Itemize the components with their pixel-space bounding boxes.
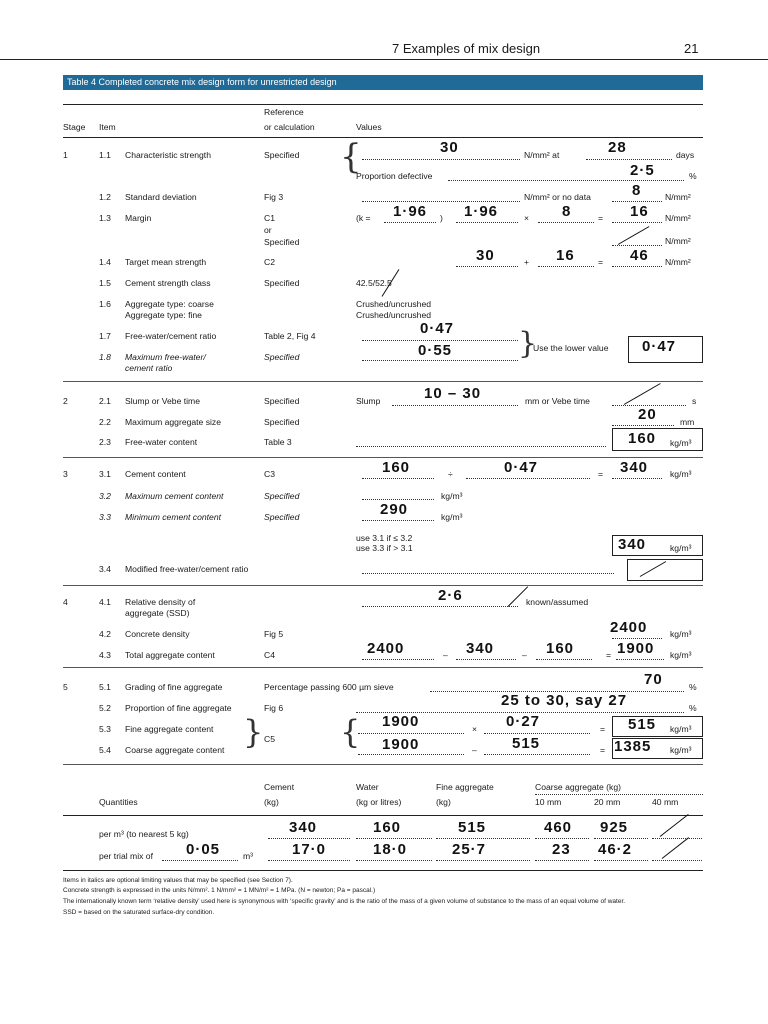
qty-coarse-10: 10 mm (535, 797, 562, 807)
handwritten-value: 1·96 (393, 203, 428, 220)
item-num: 1.5 (99, 278, 111, 288)
item-num: 2.3 (99, 437, 111, 447)
handwritten-value: 160 (382, 459, 411, 476)
qty-cement-unit: (kg) (264, 797, 279, 807)
handwritten-value: 1900 (382, 713, 420, 730)
unit: days (676, 150, 695, 160)
unit: mm or Vebe time (525, 396, 590, 406)
rule-note: use 3.3 if > 3.1 (356, 543, 413, 553)
col-stage: Stage (63, 122, 86, 132)
unit: N/mm² (665, 236, 691, 246)
reference: Table 2, Fig 4 (264, 331, 316, 341)
reference: C1 (264, 213, 275, 223)
strike-mark (660, 814, 689, 837)
fill-line (362, 499, 434, 500)
col-values: Values (356, 122, 382, 132)
item-num: 1.1 (99, 150, 111, 160)
unit: kg/m³ (670, 650, 692, 660)
item-num: 3.2 (99, 491, 111, 501)
handwritten-value: 30 (440, 139, 459, 156)
unit: kg/m³ (670, 724, 692, 734)
fill-line (456, 222, 518, 223)
trial-fine: 25·7 (452, 841, 487, 858)
strike-mark (618, 226, 650, 245)
header-top-rule (63, 104, 703, 105)
m3-water: 160 (373, 819, 402, 836)
known-assumed: known/assumed (526, 597, 589, 607)
brace: } (518, 326, 538, 361)
per-m3-label: per m³ (to nearest 5 kg) (99, 829, 189, 839)
slump-label: Slump (356, 396, 381, 406)
footnote: The internationally known term ‘relative density’ used here is synonymous with ‘specific gravity’ and is the ratio of the mass of a given volume of substance to the mass of an equal volume of water. (63, 898, 626, 905)
handwritten-value: 1900 (617, 640, 655, 657)
chapter-title: 7 Examples of mix design (392, 41, 541, 56)
header-bottom-rule (63, 137, 703, 138)
reference: Specified (264, 278, 300, 288)
unit: mm (680, 417, 695, 427)
item-num: 3.4 (99, 564, 111, 574)
handwritten-value: 160 (628, 430, 657, 447)
item-label: Minimum cement content (125, 512, 221, 522)
fill-line (362, 478, 434, 479)
item-label: Concrete density (125, 629, 190, 639)
operator: + (524, 257, 530, 267)
handwritten-value: 1900 (382, 736, 420, 753)
reference: Fig 6 (264, 703, 284, 713)
item-num: 5.4 (99, 745, 111, 755)
item-label: Modified free-water/cement ratio (125, 564, 249, 574)
qty-coarse-header: Coarse aggregate (kg) (535, 782, 621, 792)
m3-fine: 515 (458, 819, 487, 836)
stage-5: 5 (63, 682, 68, 692)
unit: % (689, 171, 697, 181)
operator: = (600, 724, 606, 734)
strike-mark (624, 383, 661, 405)
footnote: SSD = based on the saturated surface-dry condition. (63, 909, 215, 916)
reference: C5 (264, 734, 275, 744)
operator: ÷ (448, 469, 453, 479)
item-label: Total aggregate content (125, 650, 215, 660)
unit: s (692, 396, 697, 406)
handwritten-value: 8 (632, 182, 642, 199)
fill-line (612, 425, 674, 426)
col-reference: Reference (264, 107, 304, 117)
handwritten-value: 2·6 (438, 587, 463, 604)
item-label: Grading of fine aggregate (125, 682, 223, 692)
operator: – (472, 745, 477, 755)
handwritten-value: 16 (630, 203, 649, 220)
fill-line (356, 838, 432, 839)
fill-line (535, 794, 703, 795)
aggregate-type: Crushed/uncrushed (356, 299, 432, 309)
item-label: Slump or Vebe time (125, 396, 200, 406)
reference: Specified (264, 512, 300, 522)
brace: } (243, 713, 264, 751)
item-num: 5.2 (99, 703, 111, 713)
paren: ) (440, 213, 443, 223)
unit: kg/m³ (670, 543, 692, 553)
item-num: 5.1 (99, 682, 111, 692)
strike-mark (662, 837, 689, 859)
item-label: Characteristic strength (125, 150, 211, 160)
table-bottom-rule (63, 870, 703, 871)
handwritten-value: 1385 (614, 738, 652, 755)
fill-line (586, 159, 672, 160)
handwritten-value: 2400 (610, 619, 648, 636)
stage-divider (63, 764, 703, 765)
fill-line (484, 754, 590, 755)
item-label: Standard deviation (125, 192, 197, 202)
item-label: Relative density of (125, 597, 196, 607)
operator: = (598, 213, 604, 223)
brace: { (340, 713, 361, 751)
fill-line (362, 520, 434, 521)
qty-fine-header: Fine aggregate (436, 782, 494, 792)
unit: N/mm² at (524, 150, 560, 160)
handwritten-value: 515 (628, 716, 657, 733)
cement-class: 42.5/52.5 (356, 278, 392, 288)
reference: Specified (264, 396, 300, 406)
fill-line (362, 201, 520, 202)
fill-line (162, 860, 238, 861)
qty-water-header: Water (356, 782, 379, 792)
fill-line (612, 638, 662, 639)
reference: Specified (264, 491, 300, 501)
handwritten-value: 290 (380, 501, 409, 518)
handwritten-value: 340 (466, 640, 495, 657)
per-trial-label: per trial mix of (99, 851, 153, 861)
fill-line (392, 405, 518, 406)
fill-line (466, 478, 590, 479)
unit: N/mm² (665, 192, 691, 202)
unit: kg/m³ (670, 745, 692, 755)
fill-line (356, 446, 606, 447)
qty-coarse-40: 40 mm (652, 797, 679, 807)
k-label: (k = (356, 213, 371, 223)
lower-value-note: Use the lower value (533, 343, 609, 353)
quantities-rule (63, 815, 703, 816)
stage-4: 4 (63, 597, 68, 607)
item-label: Coarse aggregate content (125, 745, 225, 755)
footnote: Items in italics are optional limiting values that may be specified (see Section 7). (63, 877, 293, 884)
operator: – (522, 650, 527, 660)
fill-line (612, 478, 662, 479)
reference: Specified (264, 237, 300, 247)
reference: Fig 3 (264, 192, 284, 202)
fill-line (612, 201, 662, 202)
fill-line (484, 733, 590, 734)
qty-fine-unit: (kg) (436, 797, 451, 807)
unit: N/mm² (665, 257, 691, 267)
fill-line (268, 860, 350, 861)
item-num: 1.7 (99, 331, 111, 341)
trial-water: 18·0 (373, 841, 408, 858)
handwritten-value: 1·96 (464, 203, 499, 220)
fill-line (436, 860, 530, 861)
quantities-label: Quantities (99, 797, 138, 807)
stage-1: 1 (63, 150, 68, 160)
item-num: 2.2 (99, 417, 111, 427)
unit: N/mm² (665, 213, 691, 223)
handwritten-value: 20 (638, 406, 657, 423)
item-num: 4.3 (99, 650, 111, 660)
fill-line (652, 838, 702, 839)
header-rule (0, 59, 768, 60)
stage-divider (63, 667, 703, 668)
reference: Specified (264, 352, 300, 362)
unit: kg/m³ (670, 438, 692, 448)
fill-line (436, 838, 530, 839)
fill-line (535, 860, 589, 861)
footnote: Concrete strength is expressed in the units N/mm². 1 N/mm² = 1 MN/m² = 1 MPa. (N = newton; Pa = pascal.) (63, 887, 376, 894)
item-num: 5.3 (99, 724, 111, 734)
unit: kg/m³ (441, 512, 463, 522)
handwritten-value: 2400 (367, 640, 405, 657)
fill-line (362, 159, 520, 160)
handwritten-value: 0·55 (418, 342, 453, 359)
item-label: Maximum aggregate size (125, 417, 222, 427)
item-num: 1.8 (99, 352, 111, 362)
handwritten-value: 70 (644, 671, 663, 688)
item-label: Target mean strength (125, 257, 207, 267)
m3-coarse-10: 460 (544, 819, 573, 836)
fill-line (358, 733, 464, 734)
fill-line (384, 222, 436, 223)
item-num: 1.6 (99, 299, 111, 309)
fill-line (612, 222, 662, 223)
item-num: 4.1 (99, 597, 111, 607)
item-label: cement ratio (125, 363, 173, 373)
m3-coarse-20: 925 (600, 819, 629, 836)
operator: × (524, 213, 530, 223)
col-item: Item (99, 122, 116, 132)
operator: = (598, 469, 604, 479)
stage-3: 3 (63, 469, 68, 479)
unit: % (689, 682, 697, 692)
fill-line (358, 754, 464, 755)
handwritten-value: 46 (630, 247, 649, 264)
fill-line (268, 838, 350, 839)
handwritten-value: 30 (476, 247, 495, 264)
fill-line (362, 659, 434, 660)
item-label: Free-water content (125, 437, 198, 447)
stage-divider (63, 585, 703, 586)
fill-line (538, 222, 594, 223)
item-label: Maximum cement content (125, 491, 224, 501)
fill-line (616, 659, 664, 660)
unit: kg/m³ (670, 469, 692, 479)
fill-line (594, 860, 648, 861)
m3-cement: 340 (289, 819, 318, 836)
unit: kg/m³ (670, 629, 692, 639)
item-label: Cement content (125, 469, 186, 479)
item-num: 2.1 (99, 396, 111, 406)
stage-divider (63, 381, 703, 382)
item-label: Fine aggregate content (125, 724, 214, 734)
fill-line (362, 360, 518, 361)
unit: kg/m³ (441, 491, 463, 501)
qty-coarse-20: 20 mm (594, 797, 621, 807)
fill-line (612, 245, 662, 246)
fill-line (448, 180, 684, 181)
item-num: 1.4 (99, 257, 111, 267)
stage-2: 2 (63, 396, 68, 406)
fill-line (594, 838, 648, 839)
fill-line (362, 606, 518, 607)
reference: Fig 5 (264, 629, 284, 639)
reference: Specified (264, 150, 300, 160)
reference: Percentage passing 600 µm sieve (264, 682, 394, 692)
qty-cement-header: Cement (264, 782, 295, 792)
trial-coarse-10: 23 (552, 841, 571, 858)
handwritten-value: 0·47 (504, 459, 539, 476)
col-calculation: or calculation (264, 122, 315, 132)
operator: = (598, 257, 604, 267)
reference: C4 (264, 650, 275, 660)
aggregate-type: Crushed/uncrushed (356, 310, 432, 320)
handwritten-value: 340 (620, 459, 649, 476)
brace: { (340, 137, 362, 177)
qty-water-unit: (kg or litres) (356, 797, 402, 807)
handwritten-value: 0·47 (642, 338, 677, 355)
handwritten-value: 10 – 30 (424, 385, 482, 402)
reference: C2 (264, 257, 275, 267)
unit: N/mm² or no data (524, 192, 591, 202)
item-num: 3.1 (99, 469, 111, 479)
table-title: Table 4 Completed concrete mix design form for unrestricted design (63, 75, 703, 90)
handwritten-value: 8 (562, 203, 572, 220)
item-num: 4.2 (99, 629, 111, 639)
item-label: Proportion of fine aggregate (125, 703, 232, 713)
item-label: Aggregate type: fine (125, 310, 202, 320)
rule-note: use 3.1 if ≤ 3.2 (356, 533, 413, 543)
item-label: Margin (125, 213, 152, 223)
reference: Table 3 (264, 437, 292, 447)
handwritten-value: 340 (618, 536, 647, 553)
item-label: Aggregate type: coarse (125, 299, 214, 309)
item-num: 3.3 (99, 512, 111, 522)
item-label: aggregate (SSD) (125, 608, 190, 618)
reference: Specified (264, 417, 300, 427)
reference: or (264, 225, 272, 235)
stage-divider (63, 457, 703, 458)
item-num: 1.3 (99, 213, 111, 223)
unit: % (689, 703, 697, 713)
fill-line (456, 659, 516, 660)
m3-unit: m³ (243, 851, 254, 861)
fill-line (535, 838, 589, 839)
trial-cement: 17·0 (292, 841, 327, 858)
handwritten-value: 160 (546, 640, 575, 657)
fill-line (362, 340, 518, 341)
handwritten-value: 28 (608, 139, 627, 156)
handwritten-value: 0·27 (506, 713, 541, 730)
fill-line (362, 573, 614, 574)
operator: = (606, 650, 612, 660)
fill-line (652, 860, 702, 861)
trial-size: 0·05 (186, 841, 221, 858)
fill-line (612, 266, 662, 267)
operator: = (600, 745, 606, 755)
fill-line (538, 266, 594, 267)
reference: C3 (264, 469, 275, 479)
handwritten-value: 515 (512, 735, 541, 752)
item-label: Free-water/cement ratio (125, 331, 217, 341)
operator: × (472, 724, 478, 734)
fill-line (536, 659, 592, 660)
item-label: Maximum free-water/ (125, 352, 206, 362)
item-label: Cement strength class (125, 278, 211, 288)
fill-line (456, 266, 518, 267)
trial-coarse-20: 46·2 (598, 841, 633, 858)
item-num: 1.2 (99, 192, 111, 202)
handwritten-value: 16 (556, 247, 575, 264)
handwritten-value: 25 to 30, say 27 (501, 692, 628, 709)
handwritten-value: 0·47 (420, 320, 455, 337)
fill-line (356, 860, 432, 861)
page-number: 21 (684, 41, 699, 56)
handwritten-value: 2·5 (630, 162, 655, 179)
operator: – (443, 650, 448, 660)
pd-label: Proportion defective (356, 171, 433, 181)
